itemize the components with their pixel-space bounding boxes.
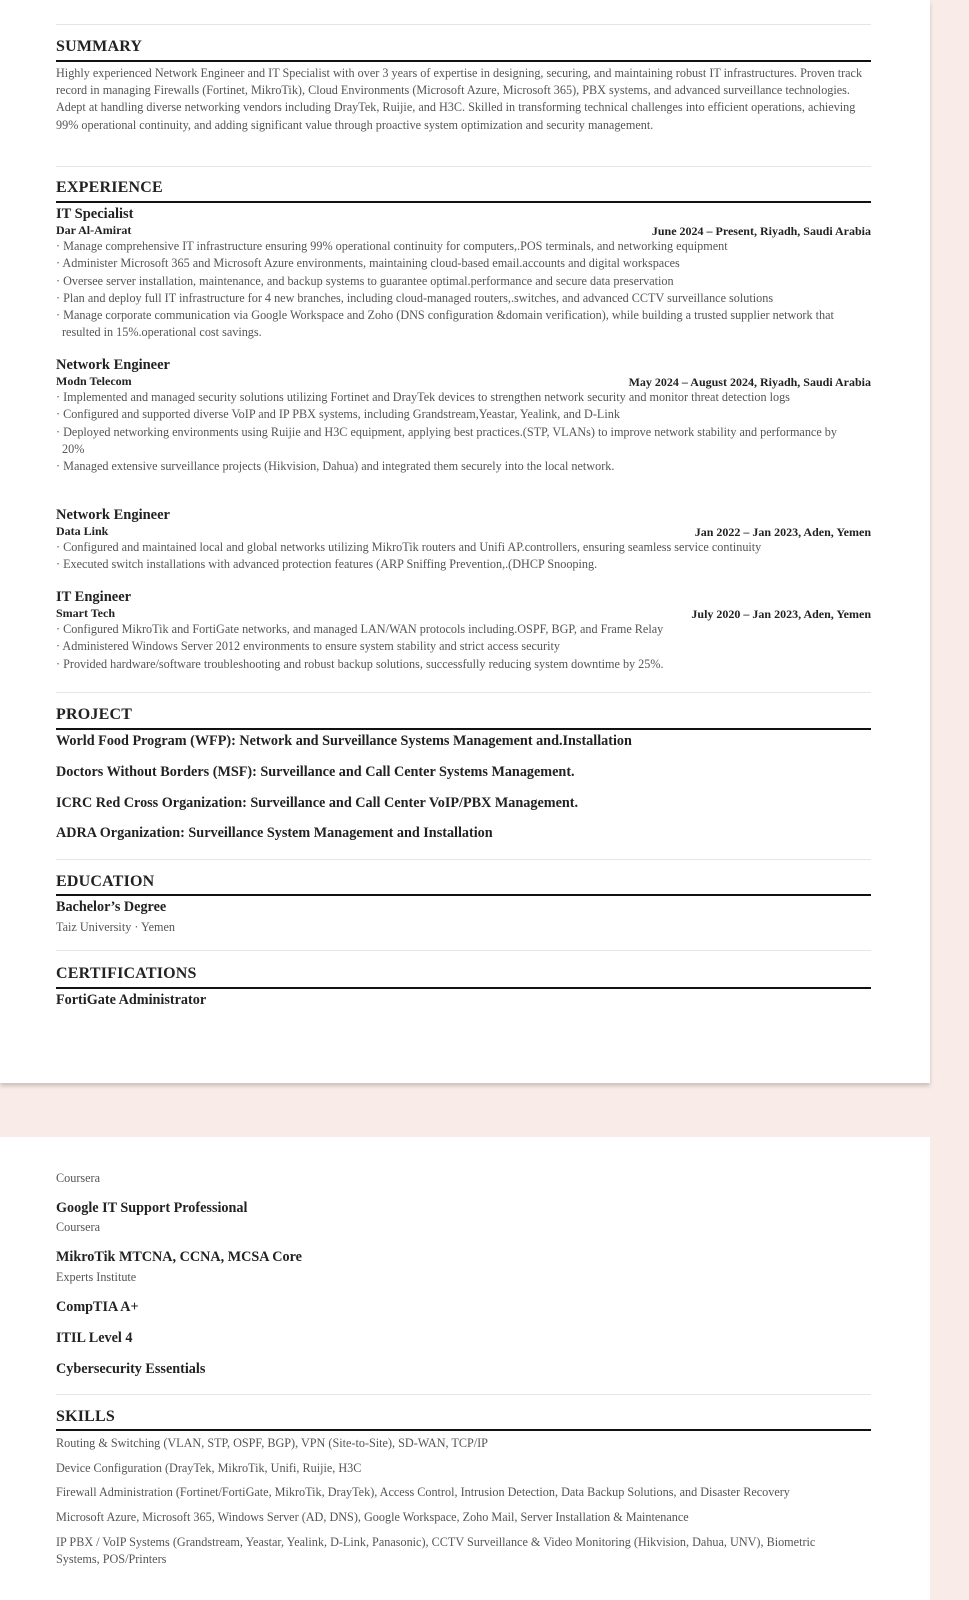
job-bullet: · Configured and maintained local and global networks utilizing MikroTik routers and Unifi AP.controllers, ensuring seamless service continuity [56,540,762,554]
certification-issuer: Coursera [56,1220,100,1234]
job-bullet: · Oversee server installation, maintenance, and backup systems to guarantee optimal.performance and secure data preservation [56,273,674,288]
heading-underline [56,201,871,203]
divider [56,950,871,951]
job-bullet: · Configured and supported diverse VoIP and IP PBX systems, including Grandstream,Yeastar, Yealink, and D-Link [56,407,620,422]
divider [56,1394,871,1395]
project-item: Doctors Without Borders (MSF): Surveillance and Call Center Systems Management. [56,764,575,780]
job-bullet: · Manage comprehensive IT infrastructure ensuring 99% operational continuity for computers,.POS terminals, and networking equipment [56,239,728,253]
certification-issuer: Coursera [56,1171,100,1185]
heading-underline [56,728,871,730]
resume-page-2 [0,1137,930,1600]
certification-issuer: Experts Institute [56,1270,137,1284]
job-dates: Jan 2022 – Jan 2023, Aden, Yemen [694,525,871,539]
job-bullet: · Provided hardware/software troubleshooting and robust backup solutions, successfully reducing system downtime by 25%. [56,656,664,671]
job-company: Smart Tech [56,606,116,620]
certification-name: ITIL Level 4 [56,1330,133,1346]
job-entry [56,357,871,475]
certification-name: FortiGate Administrator [56,992,207,1008]
job-dates: June 2024 – Present, Riyadh, Saudi Arabia [651,224,871,238]
heading-underline [56,1429,871,1431]
project-item: ADRA Organization: Surveillance System Management and Installation [56,825,493,841]
job-bullet: · Administered Windows Server 2012 environments to ensure system stability and strict access security [56,639,560,654]
certifications-heading: CERTIFICATIONS [56,965,197,982]
job-bullet: · Managed extensive surveillance projects (Hikvision, Dahua) and integrated them securely into the local network. [56,459,615,474]
divider [56,859,871,860]
job-role: IT Specialist [56,206,134,222]
heading-underline [56,987,871,989]
heading-underline [56,894,871,896]
job-company: Data Link [56,524,109,538]
summary-heading: SUMMARY [56,38,143,55]
skill-item: Routing & Switching (VLAN, STP, OSPF, BGP), VPN (Site-to-Site), SD-WAN, TCP/IP [56,1436,488,1450]
experience-heading: EXPERIENCE [56,179,163,196]
certification-name: Cybersecurity Essentials [56,1361,206,1377]
job-bullet: · Plan and deploy full IT infrastructure for 4 new branches, including cloud-managed routers,.switches, and advanced CCTV surveillance solutions [56,290,774,305]
job-bullet: · Administer Microsoft 365 and Microsoft Azure environments, maintaining cloud-based email.accounts and digital workspaces [56,256,680,271]
job-role: IT Engineer [56,589,132,605]
job-entry [56,206,871,342]
job-role: Network Engineer [56,507,170,523]
summary-text: Highly experienced Network Engineer and IT Specialist with over 3 years of expertise in designing, securing, and maintaining robust IT infrastructures. Proven track record in managing Firewalls (Fortinet, MikroTik), Cloud Environments (Microsoft Azure, Microsoft 365), PBX systems, and advanced surveillance technologies. Adept at handling diverse networking vendors including DrayTek, Ruijie, and H3C. Skilled in transforming technical challenges into efficient operations, achieving 99% operational continuity, and adding significant value through proactive system optimization and security management. [56,66,863,132]
divider [56,24,871,25]
job-dates: July 2020 – Jan 2023, Aden, Yemen [691,607,871,621]
certification-name: Google IT Support Professional [56,1200,248,1216]
skill-item: Device Configuration (DrayTek, MikroTik, Unifi, Ruijie, H3C [56,1461,362,1475]
job-entry [56,507,871,574]
skills-heading: SKILLS [56,1408,116,1425]
certification-name: CompTIA A+ [56,1299,139,1315]
heading-underline [56,60,871,62]
skill-item: Firewall Administration (Fortinet/FortiGate, MikroTik, DrayTek), Access Control, Intrusion Detection, Data Backup Solutions, and Disaster Recovery [56,1485,790,1499]
skill-item: IP PBX / VoIP Systems (Grandstream, Yeastar, Yealink, D-Link, Panasonic), CCTV Surveillance & Video Monitoring (Hikvision, Dahua, UNV), Biometric Systems, POS/Printers [56,1535,816,1566]
job-bullet: · Deployed networking environments using Ruijie and H3C equipment, applying best practices.(STP, VLANs) to improve network stability and performance by 20% [56,424,837,456]
job-bullet: · Executed switch installations with advanced protection features (ARP Sniffing Prevention,.(DHCP Snooping. [56,557,598,572]
job-bullet: · Configured MikroTik and FortiGate networks, and managed LAN/WAN protocols including.OSPF, BGP, and Frame Relay [56,622,664,636]
job-entry [56,589,871,673]
job-bullet: · Manage corporate communication via Google Workspace and Zoho (DNS configuration &domain verification), while building a trusted supplier network that resulted in 15%.operational cost savings. [56,308,834,340]
project-item: World Food Program (WFP): Network and Surveillance Systems Management and.Installation [56,733,632,749]
job-bullet: · Implemented and managed security solutions utilizing Fortinet and DrayTek devices to strengthen network security and monitor threat detection logs [56,390,790,404]
certification-name: MikroTik MTCNA, CCNA, MCSA Core [56,1249,302,1265]
education-degree: Bachelor’s Degree [56,899,167,915]
education-school: Taiz University · Yemen [56,920,175,934]
divider [56,166,871,167]
skill-item: Microsoft Azure, Microsoft 365, Windows Server (AD, DNS), Google Workspace, Zoho Mail, Server Installation & Maintenance [56,1510,689,1524]
job-company: Dar Al-Amirat [56,223,132,237]
education-heading: EDUCATION [56,873,155,890]
job-company: Modn Telecom [56,374,132,388]
job-dates: May 2024 – August 2024, Riyadh, Saudi Arabia [628,375,871,389]
job-role: Network Engineer [56,357,170,373]
divider [56,692,871,693]
project-heading: PROJECT [56,706,133,723]
project-item: ICRC Red Cross Organization: Surveillance and Call Center VoIP/PBX Management. [56,795,579,811]
